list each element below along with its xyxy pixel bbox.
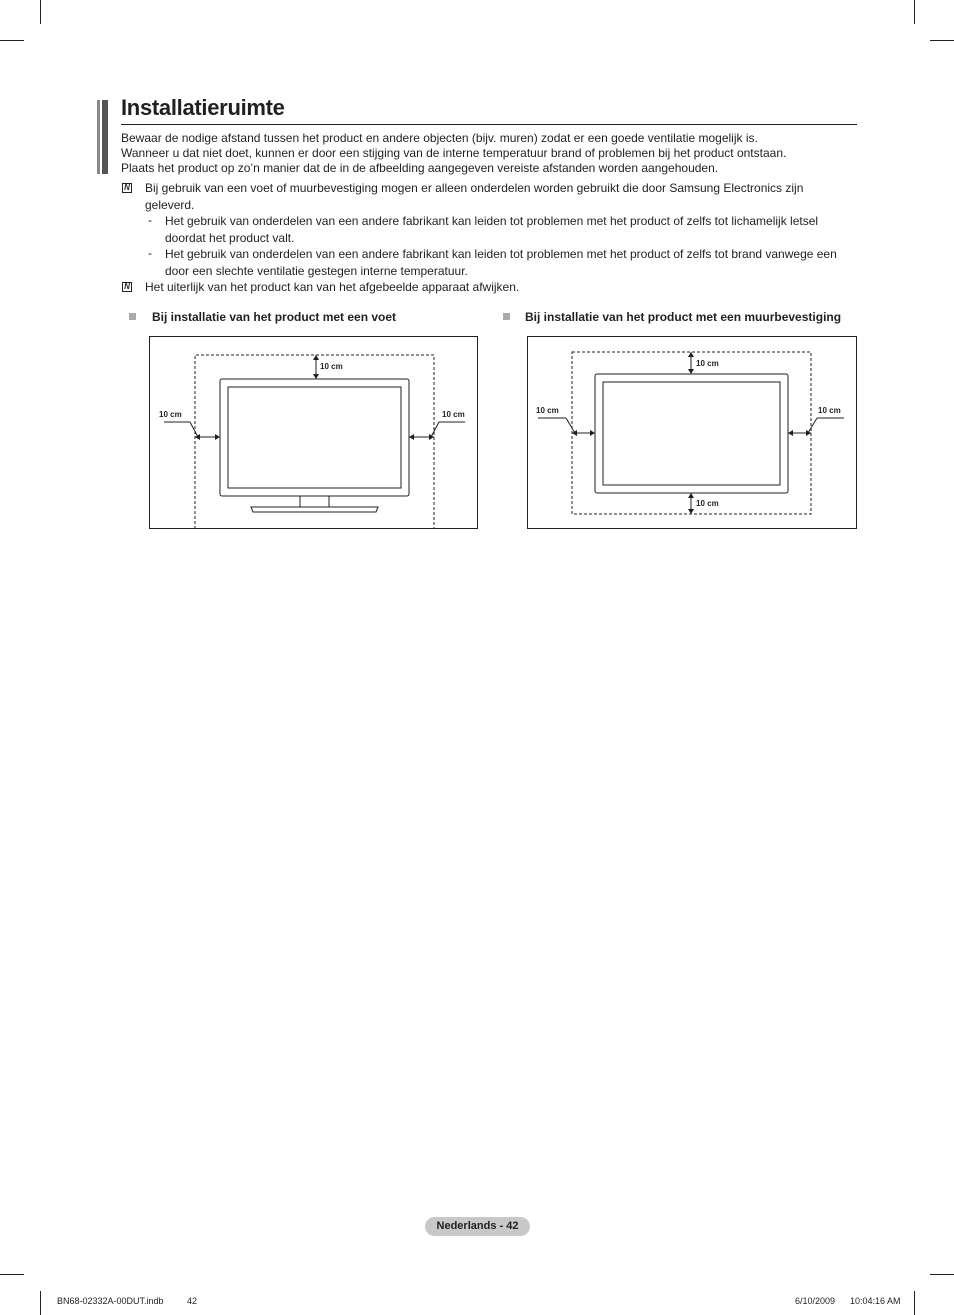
clearance-bottom-label: 10 cm [696, 499, 719, 508]
title-divider [121, 124, 857, 125]
heading-decoration [97, 100, 109, 174]
crop-mark [0, 40, 24, 41]
stand-clearance-figure [149, 336, 478, 529]
wall-diagram [528, 337, 858, 530]
crop-mark [914, 0, 915, 24]
crop-mark [914, 1291, 915, 1315]
sub-item-text: Het gebruik van onderdelen van een andere fabrikant kan leiden tot problemen met het product of zelfs tot brand vanwege een door een slechte ventilatie gestegen interne temperatuur. [165, 247, 837, 278]
note-icon: N [122, 183, 132, 193]
clearance-top-label: 10 cm [320, 362, 343, 371]
crop-mark [0, 1274, 24, 1275]
note-text: Het uiterlijk van het product kan van het afgebeelde apparaat afwijken. [145, 280, 520, 294]
crop-mark [40, 0, 41, 24]
clearance-left-label: 10 cm [159, 410, 182, 419]
figure-caption-wall: Bij installatie van het product met een muurbevestiging [525, 310, 842, 324]
footer-filename: BN68-02332A-00DUT.indb [57, 1296, 164, 1306]
note-icon: N [122, 282, 132, 292]
wall-clearance-figure [527, 336, 857, 529]
footer-page: 42 [187, 1296, 198, 1306]
page-number-badge: Nederlands - 42 [425, 1217, 530, 1236]
figure-caption-stand: Bij installatie van het product met een voet [152, 310, 397, 324]
clearance-top-label: 10 cm [696, 359, 719, 368]
crop-mark [40, 1291, 41, 1315]
sub-item-text: Het gebruik van onderdelen van een andere fabrikant kan leiden tot problemen met het product of zelfs tot lichamelijk letsel doordat het product valt. [165, 214, 819, 245]
dash-bullet: - [148, 213, 152, 227]
intro-line-1: Bewaar de nodige afstand tussen het product en andere objecten (bijv. muren) zodat er een goede ventilatie mogelijk is. [121, 131, 758, 145]
page-title: Installatieruimte [121, 95, 285, 120]
clearance-left-label: 10 cm [536, 406, 559, 415]
footer-time: 10:04:16 AM [850, 1296, 901, 1306]
footer-date: 6/10/2009 [795, 1296, 836, 1306]
square-bullet-icon [503, 313, 510, 320]
intro-line-2: Wanneer u dat niet doet, kunnen er door een stijging van de interne temperatuur brand of problemen bij het product ontstaan. [121, 146, 787, 160]
crop-mark [930, 40, 954, 41]
stand-diagram [150, 337, 479, 530]
clearance-right-label: 10 cm [442, 410, 465, 419]
note-text: Bij gebruik van een voet of muurbevestiging mogen er alleen onderdelen worden gebruikt die door Samsung Electronics zijn geleverd. [145, 181, 804, 212]
dash-bullet: - [148, 246, 152, 260]
crop-mark [930, 1274, 954, 1275]
clearance-right-label: 10 cm [818, 406, 841, 415]
square-bullet-icon [129, 313, 136, 320]
intro-line-3: Plaats het product op zo’n manier dat de in de afbeelding aangegeven vereiste afstanden worden aangehouden. [121, 161, 719, 175]
